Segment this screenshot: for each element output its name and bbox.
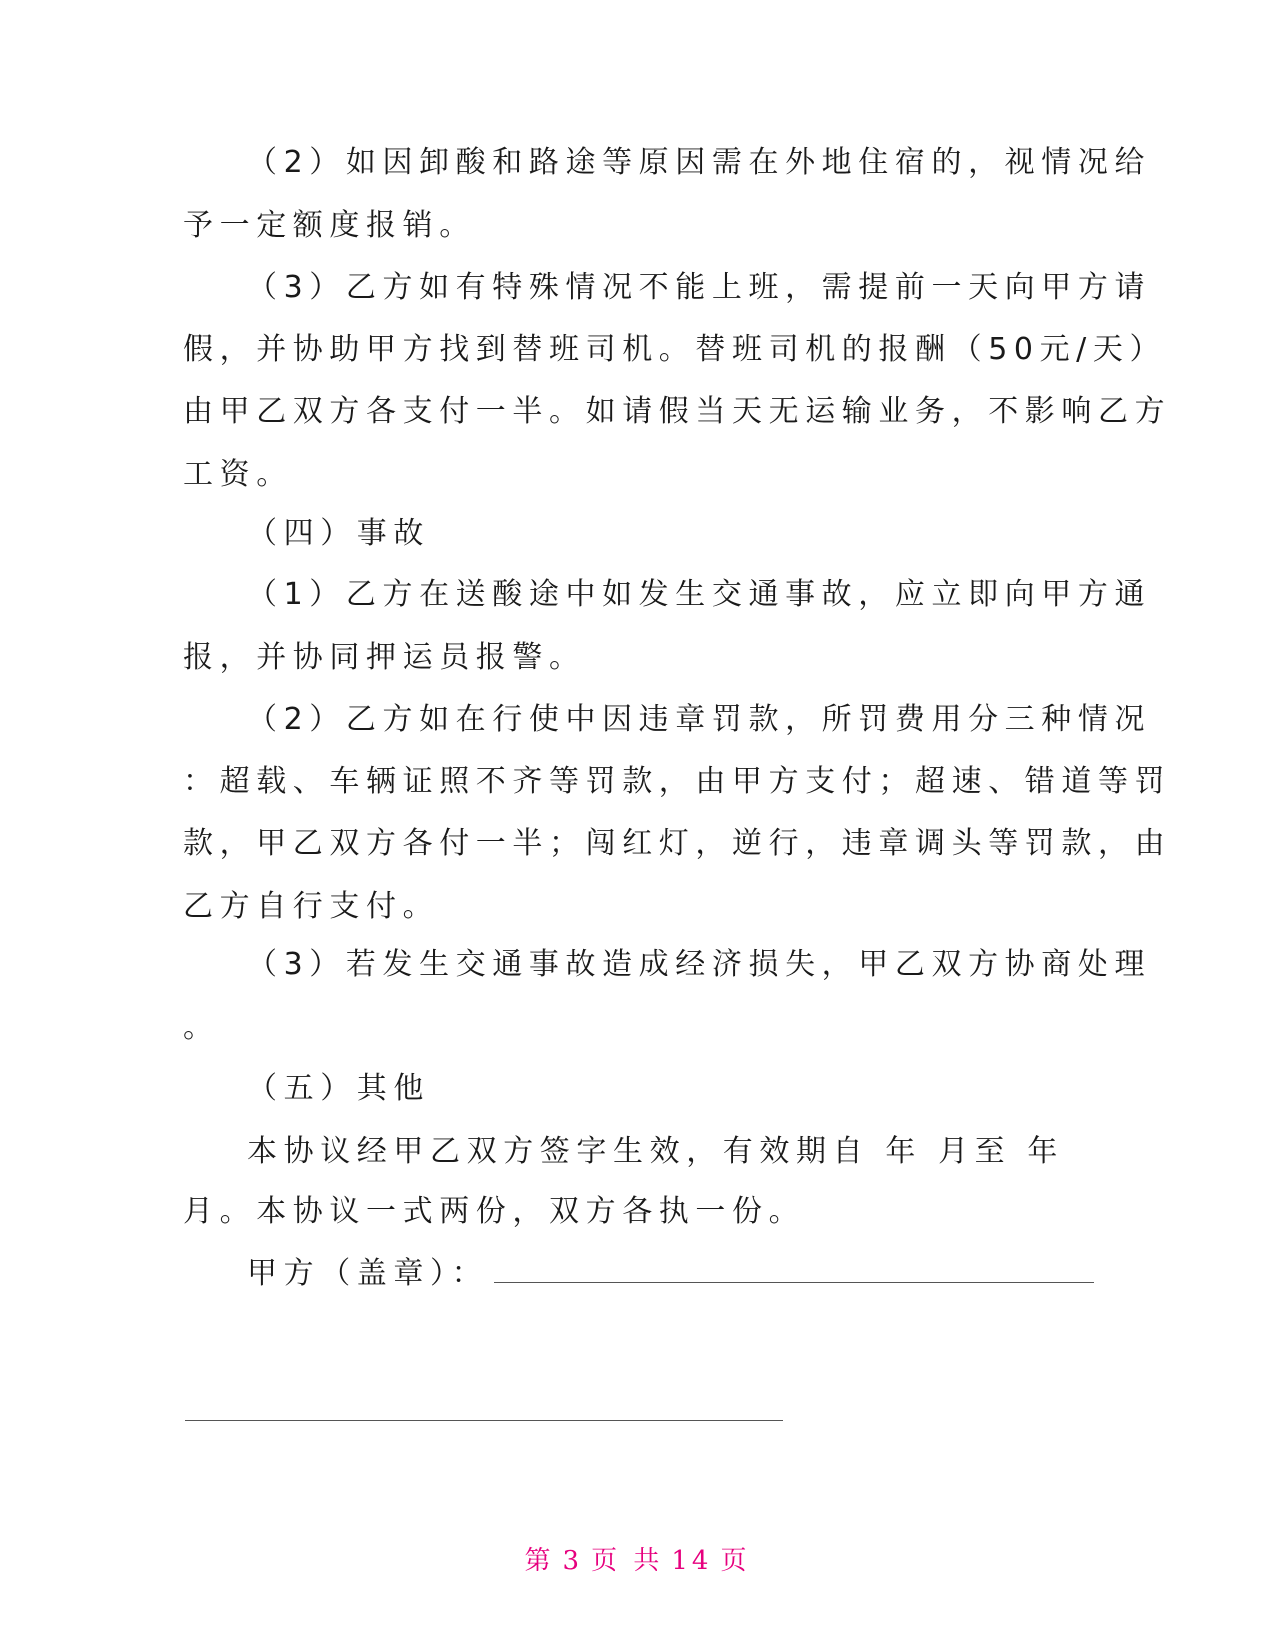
paragraph-line: 由甲乙双方各支付一半。如请假当天无运输业务，不影响乙方 [183,394,1172,429]
paragraph-line: 工资。 [183,457,293,492]
paragraph-line: ：超载、车辆证照不齐等罚款，由甲方支付；超速、错道等罚 [183,764,1172,799]
paragraph-line: 乙方自行支付。 [183,889,440,924]
signature-underline-continued [185,1420,783,1421]
total-pages-number: 14 [671,1546,713,1576]
paragraph-line: （2）如因卸酸和路途等原因需在外地住宿的，视情况给 [247,145,1152,180]
paragraph-line: （3）乙方如有特殊情况不能上班，需提前一天向甲方请 [247,270,1152,305]
paragraph-line: 假，并协助甲方找到替班司机。替班司机的报酬（50元/天） [183,332,1167,367]
paragraph-line: （2）乙方如在行使中因违章罚款，所罚费用分三种情况 [247,702,1152,737]
page-footer [0,1540,1275,1577]
footer-suffix: 页 [720,1546,751,1576]
paragraph-line: 予一定额度报销。 [183,208,476,243]
paragraph-line: 本协议经甲乙双方签字生效，有效期自 年 月至 年 [247,1134,1065,1169]
signature-underline [494,1282,1094,1283]
section-heading: （四）事故 [247,516,430,551]
paragraph-line: 月。本协议一式两份，双方各执一份。 [183,1194,806,1229]
paragraph-line: 。 [183,1010,220,1045]
paragraph-line: 款，甲乙双方各付一半；闯红灯，逆行，违章调头等罚款，由 [183,826,1172,861]
paragraph-line: （1）乙方在送酸途中如发生交通事故，应立即向甲方通 [247,577,1152,612]
footer-prefix: 第 [524,1546,555,1576]
paragraph-line: 报，并协同押运员报警。 [183,640,586,675]
paragraph-line: （3）若发生交通事故造成经济损失，甲乙双方协商处理 [247,947,1152,982]
section-heading: （五）其他 [247,1071,430,1106]
footer-middle: 页 共 [591,1546,664,1576]
signature-row [247,1254,1094,1294]
current-page-number: 3 [562,1546,584,1576]
signature-label: 甲方（盖章）： [247,1256,489,1291]
